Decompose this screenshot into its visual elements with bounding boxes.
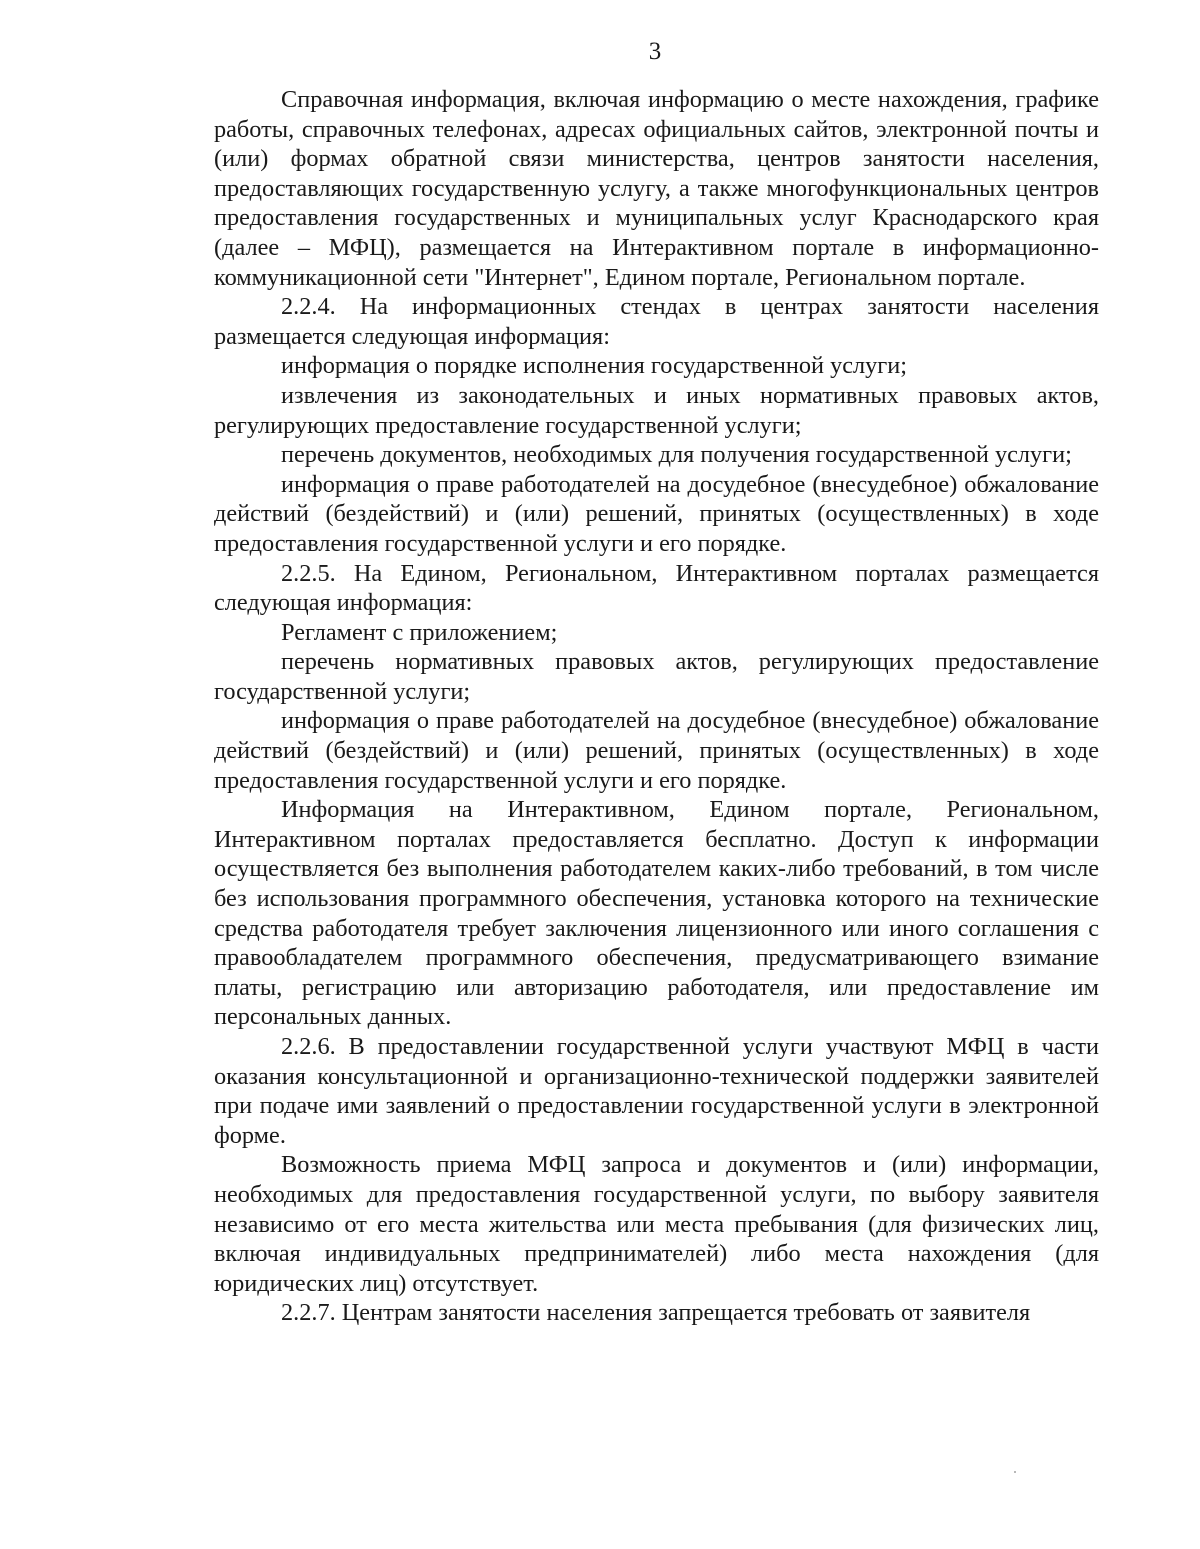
paragraph-2-2-5: 2.2.5. На Едином, Региональном, Интерактивном порталах размещается следующая информация: [214,559,1099,617]
list-item-legislation-extracts: извлечения из законодательных и иных нормативных правовых актов, регулирующих предоставление государственной услуги; [214,381,1099,439]
list-item-procedure-info: информация о порядке исполнения государственной услуги; [281,352,907,380]
list-item-regulation: Регламент с приложением; [281,618,558,646]
list-item-normative-acts: перечень нормативных правовых актов, регулирующих предоставление государственной услуги; [214,648,1099,705]
page-number: 3 [648,38,662,65]
list-item-appeal-rights-portals: информация о праве работодателей на досудебное (внесудебное) обжалование действий (бездействий) и (или) решений, принятых (осуществленных) в ходе предоставления государственной услуги и его порядке. [214,707,1099,794]
paragraph-reference-info: Справочная информация, включая информацию о месте нахождения, графике работы, справочных телефонах, адресах официальных сайтов, электронной почты и (или) формах обратной связи министерства, центров занятости населения, предоставляющих государственную услугу, а также многофункциональных центров предоставления государственных и муниципальных услуг Краснодарского края (далее – МФЦ), размещается на Интерактивном портале в информационно-коммуникационной сети "Интернет", Едином портале, Региональном портале. [214,86,1099,291]
list-item-appeal-rights: информация о праве работодателей на досудебное (внесудебное) обжалование действий (бездействий) и (или) решений, принятых (осуществленных) в ходе предоставления государственной услуги и его порядке. [214,470,1099,557]
paragraph-2-2-7: 2.2.7. Центрам занятости населения запрещается требовать от заявителя [281,1299,1031,1327]
list-item-documents-list: перечень документов, необходимых для получения государственной услуги; [281,441,1072,469]
document-body [214,85,1099,1328]
paragraph-free-access: Информация на Интерактивном, Едином портале, Региональном, Интерактивном порталах предоставляется бесплатно. Доступ к информации осуществляется без выполнения работодателем каких-либо требований, в том числе без использования программного обеспечения, установка которого на технические средства работодателя требует заключения лицензионного или иного соглашения с правообладателем программного обеспечения, предусматривающего взимание платы, регистрацию или авторизацию работодателя, или предоставление им персональных данных. [214,796,1099,1031]
scan-speck [1014,1471,1016,1473]
paragraph-mfc-reception: Возможность приема МФЦ запроса и документов и (или) информации, необходимых для предоставления государственной услуги, по выбору заявителя независимо от его места жительства или места пребывания (для физических лиц, включая индивидуальных предпринимателей) либо места нахождения (для юридических лиц) отсутствует. [214,1151,1099,1297]
paragraph-2-2-4: 2.2.4. На информационных стендах в центрах занятости населения размещается следующая информация: [214,293,1099,350]
paragraph-2-2-6: 2.2.6. В предоставлении государственной услуги участвуют МФЦ в части оказания консультационной и организационно-технической поддержки заявителей при подаче ими заявлений о предоставлении государственной услуги в электронной форме. [214,1033,1099,1149]
